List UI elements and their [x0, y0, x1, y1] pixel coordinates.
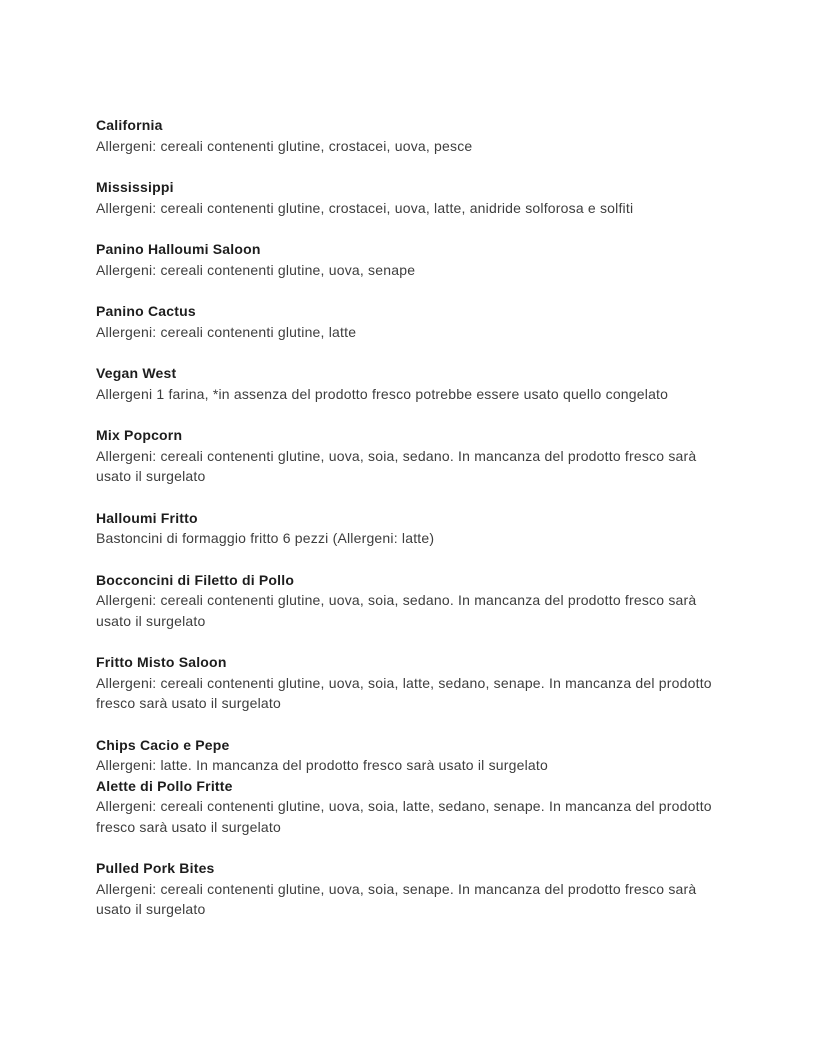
menu-item [96, 858, 720, 920]
item-description: Allergeni: cereali contenenti glutine, uova, soia, sedano. In mancanza del prodotto fresco sarà usato il surgelato [96, 447, 697, 484]
menu-item [96, 425, 720, 487]
menu-item [96, 363, 720, 404]
item-description: Bastoncini di formaggio fritto 6 pezzi (Allergeni: latte) [96, 530, 435, 546]
item-name: Mix Popcorn [96, 427, 183, 443]
menu-allergen-list [96, 115, 720, 920]
menu-item [96, 652, 720, 714]
menu-item [96, 508, 720, 549]
item-description: Allergeni: cereali contenenti glutine, uova, soia, latte, sedano, senape. In mancanza del prodotto fresco sarà usato il surgelato [96, 798, 712, 835]
item-description: Allergeni: cereali contenenti glutine, uova, soia, latte, sedano, senape. In mancanza del prodotto fresco sarà usato il surgelato [96, 674, 712, 711]
menu-item [96, 115, 720, 156]
item-name: Panino Halloumi Saloon [96, 241, 261, 257]
item-description: Allergeni: latte. In mancanza del prodotto fresco sarà usato il surgelato [96, 757, 548, 773]
item-name: California [96, 117, 163, 133]
item-description: Allergeni: cereali contenenti glutine, crostacei, uova, pesce [96, 137, 473, 154]
menu-item [96, 301, 720, 342]
item-name: Fritto Misto Saloon [96, 654, 227, 670]
item-description: Allergeni: cereali contenenti glutine, uova, senape [96, 261, 416, 278]
item-description: Allergeni: cereali contenenti glutine, uova, soia, sedano. In mancanza del prodotto fresco sarà usato il surgelato [96, 592, 697, 629]
item-description: Allergeni: cereali contenenti glutine, latte [96, 323, 357, 340]
item-description: Allergeni: cereali contenenti glutine, crostacei, uova, latte, anidride solforosa e solfiti [96, 199, 634, 216]
item-name: Halloumi Fritto [96, 509, 198, 526]
item-name: Bocconcini di Filetto di Pollo [96, 571, 295, 588]
item-name: Panino Cactus [96, 303, 196, 319]
item-name: Pulled Pork Bites [96, 860, 215, 876]
menu-item [96, 177, 720, 218]
item-description: Allergeni: cereali contenenti glutine, uova, soia, senape. In mancanza del prodotto fresco sarà usato il surgelato [96, 880, 697, 917]
item-name: Alette di Pollo Fritte [96, 777, 233, 794]
menu-item [96, 776, 720, 838]
item-name: Chips Cacio e Pepe [96, 736, 230, 753]
item-name: Mississippi [96, 179, 174, 195]
menu-item [96, 735, 720, 776]
item-description: Allergeni 1 farina, *in assenza del prodotto fresco potrebbe essere usato quello congelato [96, 385, 669, 402]
menu-item [96, 239, 720, 280]
item-name: Vegan West [96, 365, 177, 381]
menu-item [96, 570, 720, 632]
